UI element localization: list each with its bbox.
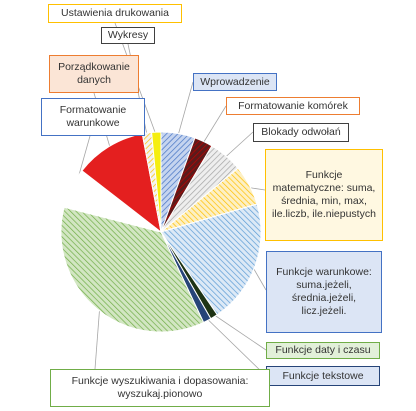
slice-label: Wprowadzenie [193, 73, 277, 91]
slice-label: Blokady odwołań [253, 123, 349, 142]
leader-line [95, 306, 100, 369]
slice-label: Porządkowanie danych [49, 55, 139, 93]
slice-label: Funkcje wyszukiwania i dopasowania: wyszukaj.pionowo [50, 369, 270, 407]
leader-line [178, 82, 193, 137]
slice-label: Funkcje tekstowe [266, 366, 380, 386]
pie-slices [61, 132, 261, 332]
leader-line [223, 132, 253, 159]
slice-label: Formatowanie warunkowe [41, 98, 145, 136]
slice-label: Funkcje warunkowe: suma.jeżeli, średnia.jeżeli, licz.jeżeli. [266, 251, 382, 333]
leader-line [202, 106, 226, 145]
slice-label: Funkcje matematyczne: suma, średnia, min, max, ile.liczb, ile.niepustych [265, 149, 383, 241]
slice-label: Wykresy [101, 27, 155, 44]
leader-line [205, 317, 266, 376]
slice-label: Ustawienia drukowania [48, 4, 182, 23]
slice-label: Formatowanie komórek [226, 97, 360, 115]
slice-label: Funkcje daty i czasu [266, 342, 380, 359]
